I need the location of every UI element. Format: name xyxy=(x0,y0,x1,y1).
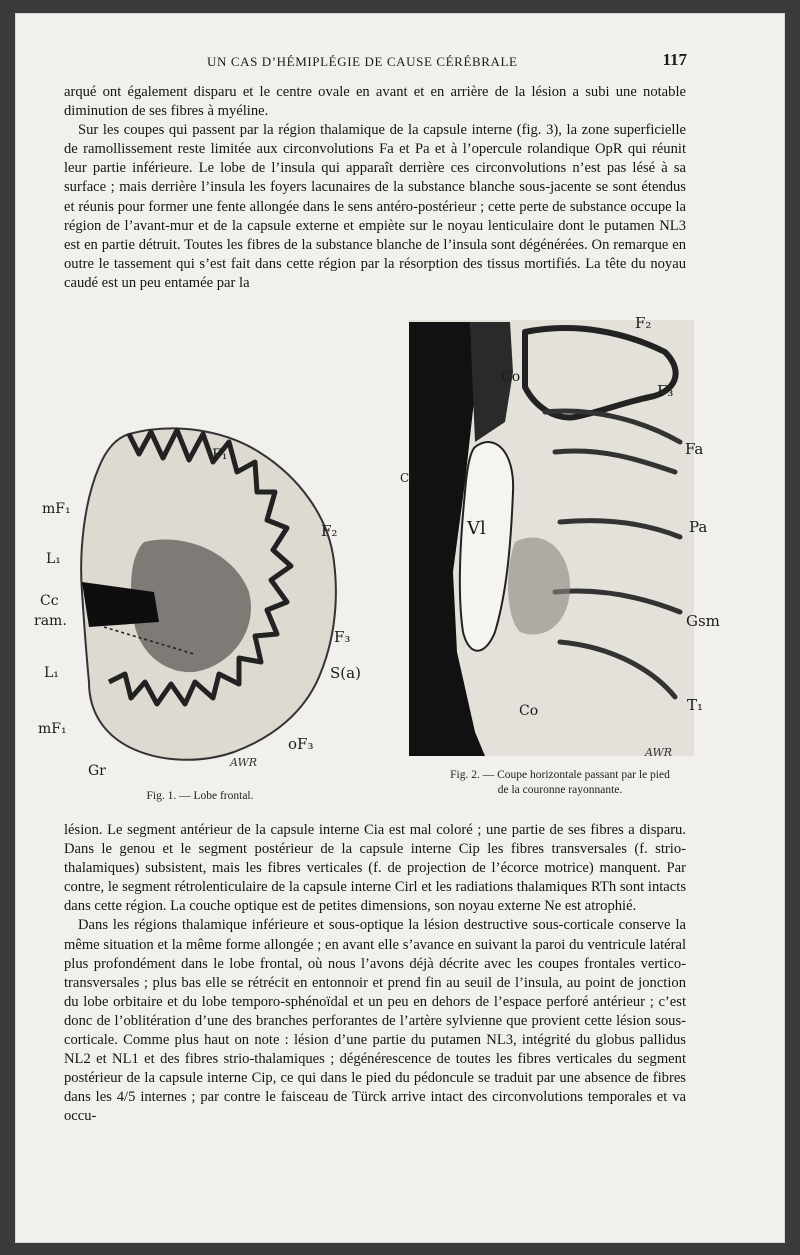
label-Fa: Fa xyxy=(685,440,704,458)
paragraph: Sur les coupes qui passent par la région thalamique de la capsule interne (fig. 3), la zone superficielle de ramollissement reste limitée aux circonvolutions Fa et Pa et à l’opercule rolandique OpR qui réunit leur partie inférieure. Le lobe de l’insula qui apparaît derrière ces circonvolutions n’est pas lésé à sa surface ; mais derrière l’insula les foyers lacunaires de la substance blanche sous-jacente se sont étendus et réunis pour former une fente allongée dans le sens antéro-postérieur ; cette perte de substance occupe la région de l’avant-mur et de la capsule externe et empiète sur le noyau lenticulaire dont le putamen NL3 est en partie détruit. Toutes les fibres de la substance blanche de l’insula sont dégénérées. On remarque en outre le tassement qui s’est fait dans cette région par la résorption des tissus mortifiés. La tête du noyau caudé est un peu entamée par la xyxy=(64,122,686,291)
figure-1-frontal-lobe xyxy=(34,422,384,778)
figure-2-drawing xyxy=(395,312,725,768)
label-Co: Co xyxy=(501,369,521,385)
label-F2: F₂ xyxy=(635,314,652,332)
label-Co-lower: Co xyxy=(519,703,539,719)
body-text-top xyxy=(64,83,686,293)
page-header xyxy=(62,50,687,78)
label-F3: F₃ xyxy=(657,382,674,400)
body-text-bottom xyxy=(64,821,686,1127)
page-number: 117 xyxy=(662,50,687,69)
label-mF1: mF₁ xyxy=(42,501,71,517)
figure-2-horizontal-section xyxy=(395,312,725,768)
figure-2-caption xyxy=(395,768,725,798)
label-L1-lower: L₁ xyxy=(44,665,59,681)
label-Pa: Pa xyxy=(689,518,708,536)
label-Cc: Cc xyxy=(40,593,59,609)
label-F3: F₃ xyxy=(334,628,351,646)
figure-1-caption: Fig. 1. — Lobe frontal. xyxy=(146,790,254,802)
paragraph: lésion. Le segment antérieur de la capsule interne Cia est mal coloré ; une partie de ses fibres a disparu. Dans le genou et le segment postérieur de la capsule interne Cip les fibres transversales (f. strio-thalamiques) subsistent, mais les fibres verticales (f. de projection de l’écorce motrice) manquent. Par contre, le segment rétrolenticulaire de la capsule interne Cirl et les radiations thalamiques RTh sont intacts dans cette région. La couche optique est de petites dimensions, son noyau externe Ne est atrophié. xyxy=(64,822,686,915)
caption-line: de la couronne rayonnante. xyxy=(497,784,623,796)
label-L1: L₁ xyxy=(46,551,61,567)
engraver-signature: AWR xyxy=(645,746,673,759)
label-F2: F₂ xyxy=(321,522,338,540)
label-ram: ram. xyxy=(34,613,67,629)
label-Cc: Cc xyxy=(400,471,416,485)
caption-line: Fig. 2. — Coupe horizontale passant par le pied xyxy=(450,769,670,781)
label-S-a: S(a) xyxy=(330,664,361,682)
paragraph: Dans les régions thalamique inférieure et sous-optique la lésion destructive sous-corticale conserve la même situation et la même forme allongée ; en avant elle s’avance en suivant la paroi du ventricule latéral plus profondément dans le lobe frontal, où nous l’avons déjà décrite avec les coupes frontales vertico-transversales ; plus bas elle se rétrécit en entonnoir et prend fin au seuil de l’insula, au point de jonction du lobe orbitaire et du lobe temporo-sphénoïdal et un peu en dehors de l’espace perforé antérieur ; c’est donc de l’oblitération d’une des branches perforantes de l’artère sylvienne que provient cette lésion sous-corticale. Comme plus haut on note : lésion d’une partie du putamen NL3, intégrité du globus pallidus NL2 et NL1 et des fibres strio-thalamiques ; dégénérescence de toutes les fibres verticales du segment postérieur de la capsule interne Cip, ce qui dans le pied du pédoncule se traduit par une absence de fibres dans les 4/5 internes ; par contre le faisceau de Türck arrive intact des circonvolutions temporales et va occu- xyxy=(64,917,686,1125)
label-Gr: Gr xyxy=(88,763,106,779)
label-mF1-lower: mF₁ xyxy=(38,721,67,737)
label-oF3: oF₃ xyxy=(288,735,314,753)
running-title: UN CAS D’HÉMIPLÉGIE DE CAUSE CÉRÉBRALE xyxy=(207,54,518,69)
figure-1-drawing xyxy=(34,422,384,778)
engraver-signature: AWR xyxy=(230,756,258,769)
paragraph: arqué ont également disparu et le centre ovale en avant et en arrière de la lésion a subi une notable diminution de ses fibres à myéline. xyxy=(64,84,686,120)
label-F1: F₁ xyxy=(212,447,228,463)
label-Gsm: Gsm xyxy=(686,612,720,630)
label-Vl: Vl xyxy=(467,518,486,539)
label-T1: T₁ xyxy=(687,696,704,714)
